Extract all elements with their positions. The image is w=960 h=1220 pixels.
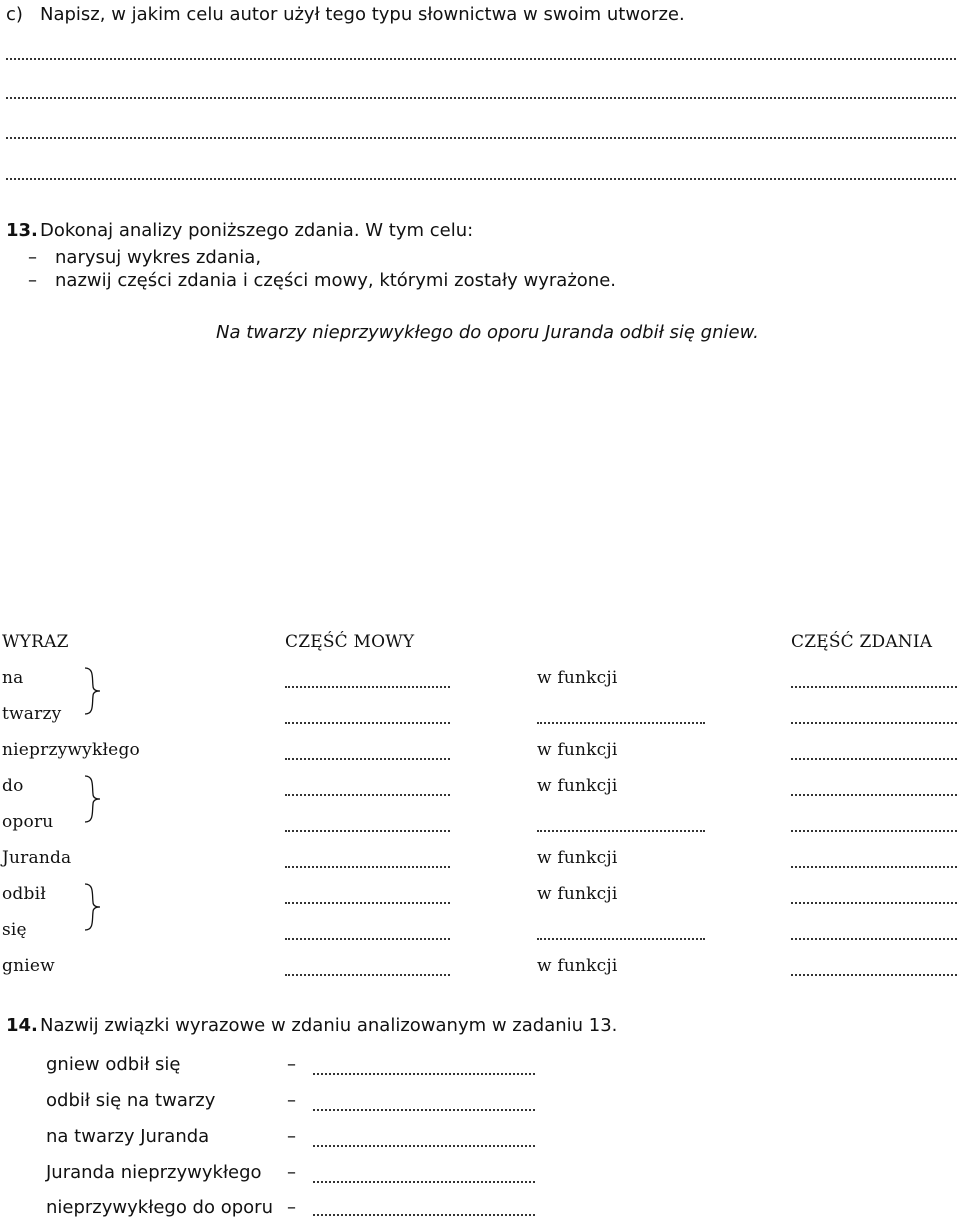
answer-line-2[interactable]: [6, 97, 956, 99]
word-na: na: [2, 668, 24, 688]
header-wyraz: WYRAZ: [2, 632, 69, 652]
pos-field-sie[interactable]: [285, 938, 450, 940]
brace-na-twarzy-icon: [82, 666, 104, 716]
word-odbil: odbił: [2, 884, 46, 904]
sentence-part-field-gniew[interactable]: [791, 974, 957, 976]
phrase-5: nieprzywykłego do oporu: [46, 1197, 273, 1218]
word-nieprzywyklego: nieprzywykłego: [2, 740, 140, 760]
answer-line-4[interactable]: [6, 178, 956, 180]
pos-field-do[interactable]: [285, 794, 450, 796]
brace-do-oporu-icon: [82, 774, 104, 824]
phrase-answer-3[interactable]: [313, 1145, 535, 1147]
sentence-part-field-nieprzywyklego[interactable]: [791, 758, 957, 760]
phrase-dash-4: –: [287, 1162, 296, 1183]
phrase-dash-1: –: [287, 1054, 296, 1075]
word-gniew: gniew: [2, 956, 55, 976]
word-oporu: oporu: [2, 812, 54, 832]
word-do: do: [2, 776, 24, 796]
word-sie: się: [2, 920, 27, 940]
pos-field-twarzy[interactable]: [285, 722, 450, 724]
sentence-part-field-do[interactable]: [791, 794, 957, 796]
word-twarzy: twarzy: [2, 704, 62, 724]
task13-bullet-dash-1: –: [28, 247, 37, 268]
pos-field-na[interactable]: [285, 686, 450, 688]
phrase-1: gniew odbił się: [46, 1054, 181, 1075]
header-czesc-zdania: CZĘŚĆ ZDANIA: [791, 632, 933, 652]
task14-question: Nazwij związki wyrazowe w zdaniu analizowanym w zadaniu 13.: [40, 1015, 618, 1036]
brace-odbil-sie-icon: [82, 882, 104, 932]
middle-field-sie[interactable]: [537, 938, 705, 940]
phrase-answer-5[interactable]: [313, 1214, 535, 1216]
phrase-dash-5: –: [287, 1197, 296, 1218]
sentence-part-field-oporu[interactable]: [791, 830, 957, 832]
task14-number: 14.: [6, 1015, 38, 1036]
phrase-4: Juranda nieprzywykłego: [46, 1162, 262, 1183]
task-c-question: Napisz, w jakim celu autor użył tego typu słownictwa w swoim utworze.: [40, 4, 685, 25]
sentence-part-field-sie[interactable]: [791, 938, 957, 940]
middle-field-oporu[interactable]: [537, 830, 705, 832]
header-czesc-mowy: CZĘŚĆ MOWY: [285, 632, 415, 652]
function-label-juranda: w funkcji: [537, 848, 618, 868]
pos-field-oporu[interactable]: [285, 830, 450, 832]
phrase-2: odbił się na twarzy: [46, 1090, 216, 1111]
sentence-part-field-odbil[interactable]: [791, 902, 957, 904]
function-label-gniew: w funkcji: [537, 956, 618, 976]
task13-intro: Dokonaj analizy poniższego zdania. W tym celu:: [40, 220, 474, 241]
phrase-dash-2: –: [287, 1090, 296, 1111]
pos-field-juranda[interactable]: [285, 866, 450, 868]
answer-line-3[interactable]: [6, 137, 956, 139]
task13-bullet-dash-2: –: [28, 270, 37, 291]
pos-field-nieprzywyklego[interactable]: [285, 758, 450, 760]
function-label-na: w funkcji: [537, 668, 618, 688]
phrase-answer-4[interactable]: [313, 1181, 535, 1183]
function-label-do: w funkcji: [537, 776, 618, 796]
answer-line-1[interactable]: [6, 58, 956, 60]
task-c-label: c): [6, 4, 23, 25]
task13-bullet-2: nazwij części zdania i części mowy, którymi zostały wyrażone.: [55, 270, 617, 291]
middle-field-twarzy[interactable]: [537, 722, 705, 724]
task13-number: 13.: [6, 220, 38, 241]
pos-field-odbil[interactable]: [285, 902, 450, 904]
phrase-dash-3: –: [287, 1126, 296, 1147]
pos-field-gniew[interactable]: [285, 974, 450, 976]
task13-bullet-1: narysuj wykres zdania,: [55, 247, 262, 268]
sentence-part-field-juranda[interactable]: [791, 866, 957, 868]
analyzed-sentence: Na twarzy nieprzywykłego do oporu Juranda odbił się gniew.: [216, 322, 759, 343]
sentence-part-field-na[interactable]: [791, 686, 957, 688]
phrase-3: na twarzy Juranda: [46, 1126, 210, 1147]
phrase-answer-1[interactable]: [313, 1073, 535, 1075]
function-label-nieprzywyklego: w funkcji: [537, 740, 618, 760]
function-label-odbil: w funkcji: [537, 884, 618, 904]
phrase-answer-2[interactable]: [313, 1109, 535, 1111]
sentence-part-field-twarzy[interactable]: [791, 722, 957, 724]
word-juranda: Juranda: [2, 848, 72, 868]
